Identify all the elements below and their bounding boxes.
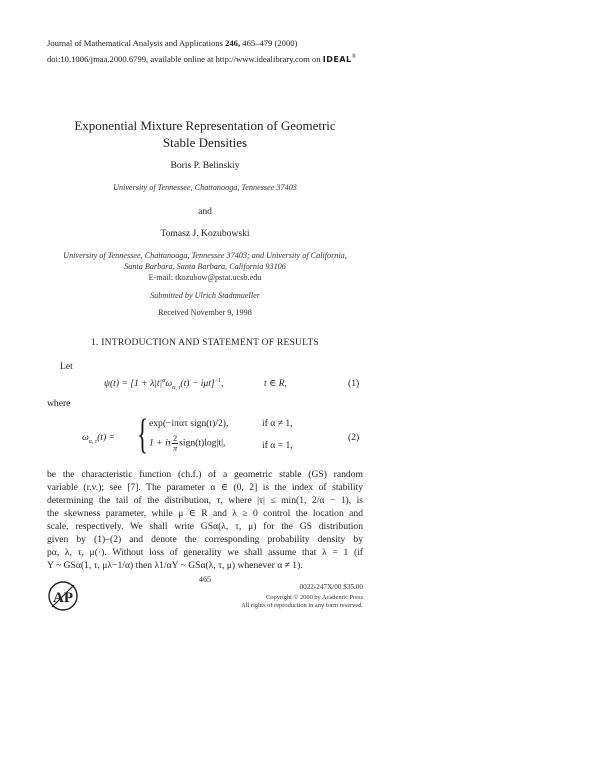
issn-price: 0022-247X/00 $35.00 (299, 583, 363, 591)
where-text: where (47, 398, 71, 409)
received-date: Received November 9, 1998 (158, 308, 252, 317)
author-affiliation: University of Tennessee, Chattanooga, Tennessee 37403 (113, 183, 297, 192)
equation-2-number: (2) (348, 432, 360, 443)
paper-title-line-2: Stable Densities (162, 135, 248, 150)
copyright-notice: Copyright © 2000 by Academic Press (266, 594, 363, 601)
equation-2-case-2: 1 + iτ $\frac{2}{\pi}$ sign(t)log|t|, (149, 434, 226, 453)
journal-citation (47, 38, 297, 49)
paragraph-line: pα, λ, τ, μ(·). Without loss of generality we shall assume that λ = 1 (if (47, 547, 363, 558)
let-text: Let (60, 361, 73, 372)
ideal-logo-mark: ® (351, 54, 357, 60)
author-email: E-mail: tkozubow@pstat.ucsb.edu (148, 273, 262, 282)
journal-name: Journal of Mathematical Analysis and Applications (47, 38, 223, 48)
equation-1: $\psi(t) = [1 + \lambda|t|^\alpha\omega_{\alpha, \tau}(t) - i\mu t]^{-1}$, (104, 378, 224, 392)
equation-2-lhs: $\omega_{\alpha, \tau}(t)$ = (82, 432, 116, 445)
journal-volume: 246, (225, 38, 241, 48)
author-name: Boris P. Belinskiy (170, 160, 240, 171)
equation-1-condition: t ∈ R, (264, 378, 287, 389)
equation-2-case-2-condition: if α = 1, (262, 440, 293, 451)
author-name: Tomasz J. Kozubowski (160, 228, 250, 239)
paper-title-line-1: Exponential Mixture Representation of Geometric (74, 118, 336, 133)
author-affiliation-line-1: University of Tennessee, Chattanooga, Tennessee 37403; and University of California, (63, 251, 347, 260)
paragraph-line: scale, respectively. We shall write GSα(λ, τ, μ) for the GS distribution (47, 521, 363, 532)
doi-line (47, 52, 356, 65)
paragraph-line: determining the tail of the distribution, τ, where |τ| ≤ min(1, 2/α − 1), is (47, 495, 363, 506)
equation-1-number: (1) (348, 378, 360, 389)
section-heading: 1. INTRODUCTION AND STATEMENT OF RESULTS (91, 337, 319, 348)
submitted-by: Submitted by Ulrich Stadtmueller (150, 291, 260, 300)
paragraph-line: variable (r.v.); see [7]. The parameter α ∈ (0, 2] is the index of stability (47, 482, 363, 493)
paragraph-line: Y ~ GSα(1, τ, μλ−1/α) then λ1/αY ~ GSα(λ, τ, μ) whenever α ≠ 1). (47, 560, 303, 571)
academic-press-logo-icon (47, 580, 79, 612)
and-separator: and (198, 206, 212, 217)
ideal-logo-icon: IDEAL (322, 54, 352, 64)
paragraph-line: given by (1)–(2) and denote the corresponding probability density by (47, 534, 363, 545)
paragraph-line: be the characteristic function (ch.f.) of a geometric stable (GS) random (47, 469, 363, 480)
equation-2-case-1: exp(−iπατ sign(t)/2), (149, 418, 229, 429)
paragraph-line: the skewness parameter, while μ ∈ R and λ ≥ 0 control the location and (47, 508, 363, 519)
rights-notice: All rights of reproduction in any form reserved. (241, 602, 363, 609)
page-number: 465 (198, 575, 212, 584)
equation-2-case-1-condition: if α ≠ 1, (262, 418, 293, 429)
journal-pages-year: 465–479 (2000) (242, 38, 298, 48)
doi-text: doi:10.1006/jmaa.2000.6799, available online at http://www.idealibrary.com on (47, 53, 321, 64)
equation-2-brace: { (137, 412, 149, 458)
author-affiliation-line-2: Santa Barbara, Santa Barbara, California 93106 (124, 262, 286, 271)
svg-text:AP: AP (53, 590, 73, 606)
